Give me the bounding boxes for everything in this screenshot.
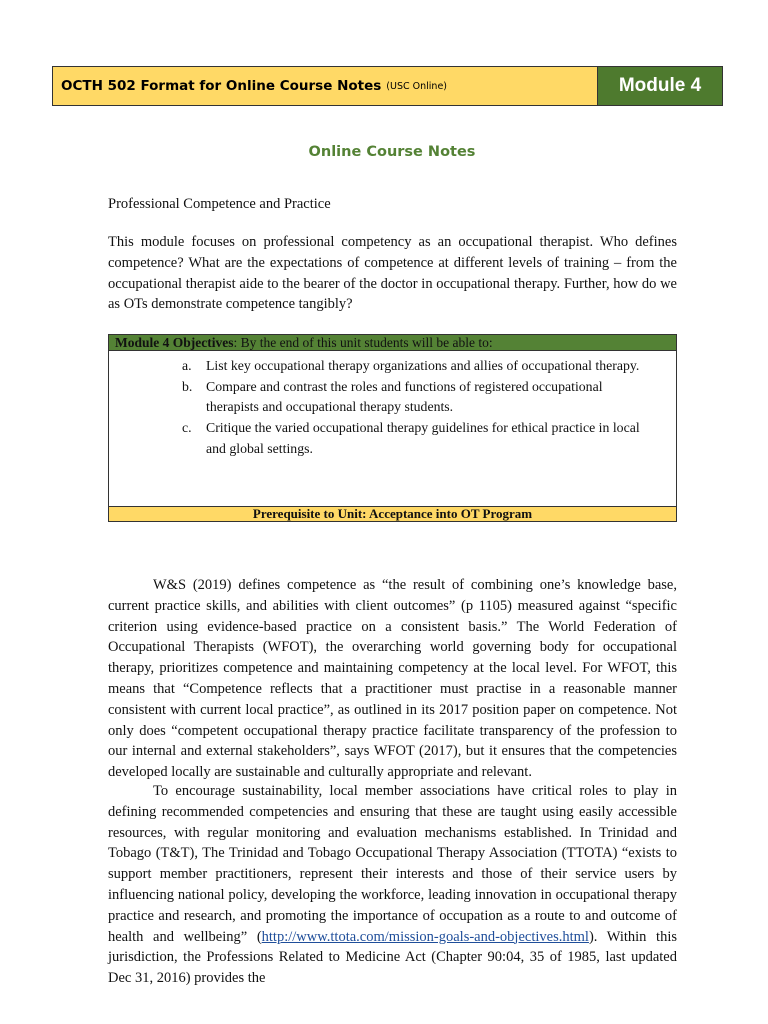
objective-item <box>182 418 656 459</box>
topic-title: Professional Competence and Practice <box>108 196 331 212</box>
paragraph-2-text: To encourage sustainability, local member associations have critical roles to play in defining recommended competencies and ensuring that these are taught using easily accessible resources, with regular monitoring and evaluation mechanisms established. In Trinidad and Tobago (T&T), The Trinidad and Tobago Occupational Therapy Association (TTOTA) “exists to support member practitioners, represent their interests and those of their service users by influencing national policy, developing the workforce, leading innovation in occupational therapy practice and research, and promoting the importance of occupation as a route to and outcome of health and wellbeing” ( <box>108 783 677 945</box>
paragraph-2-continuation: ). Within this jurisdiction, the Professions Related to Medicine Act (Chapter 90:04, 35 of 1985, last updated Dec 31, 2016) provides the <box>108 928 677 987</box>
ttota-link[interactable]: http://www.ttota.com/mission-goals-and-objectives.html <box>261 928 589 945</box>
objectives-list <box>109 356 676 460</box>
objective-marker: a. <box>182 358 192 373</box>
body-paragraph-1: W&S (2019) defines competence as “the result of combining one’s knowledge base, current practice skills, and abilities with client outcomes” (p 1105) measured against “specific criterion using evidence-based practice on a consistent basis.” The World Federation of Occupational Therapists (WFOT), the overarching world governing body for occupational therapy, prioritizes competence and maintaining competency at the local level. For WFOT, this means that “Competence reflects that a practitioner must practise in a reasonable manner consistent with current local practice”, as outlined in its 2017 position paper on competence. Not only does “competent occupational therapy practice facilitate transparency of the profession to our internal and external stakeholders”, says WFOT (2017), but it ensures that the competencies developed locally are sustainable and culturally appropriate and relevant. <box>108 577 677 781</box>
objectives-label: Module 4 Objectives <box>115 335 234 350</box>
objective-text: Compare and contrast the roles and functions of registered occupational therapists and occupational therapy students. <box>206 378 603 415</box>
objective-marker: b. <box>182 378 193 394</box>
course-subtitle: (USC Online) <box>386 80 447 92</box>
objective-text: Critique the varied occupational therapy guidelines for ethical practice in local and global settings. <box>206 420 640 456</box>
objective-item <box>182 356 656 377</box>
objective-item <box>182 377 656 418</box>
module-label: Module 4 <box>598 67 722 105</box>
course-title: OCTH 502 Format for Online Course Notes <box>61 78 382 94</box>
objective-marker: c. <box>182 420 192 436</box>
intro-paragraph: This module focuses on professional competency as an occupational therapist. Who defines competence? What are the expectations of competence at different levels of training – from the occupational therapist aide to the bearer of the doctor in occupational therapy. Further, how do we as OTs demonstrate competence tangibly? <box>108 234 677 313</box>
page-heading: Online Course Notes <box>308 144 476 160</box>
objectives-lead: : By the end of this unit students will be able to: <box>233 335 493 350</box>
body-paragraph-2 <box>108 781 677 989</box>
objectives-table <box>108 334 677 522</box>
course-title-banner <box>53 67 598 105</box>
course-header <box>52 66 723 106</box>
objective-text: List key occupational therapy organizations and allies of occupational therapy. <box>206 358 640 373</box>
prerequisite-row: Prerequisite to Unit: Acceptance into OT Program <box>108 506 677 522</box>
objectives-header <box>109 335 676 351</box>
